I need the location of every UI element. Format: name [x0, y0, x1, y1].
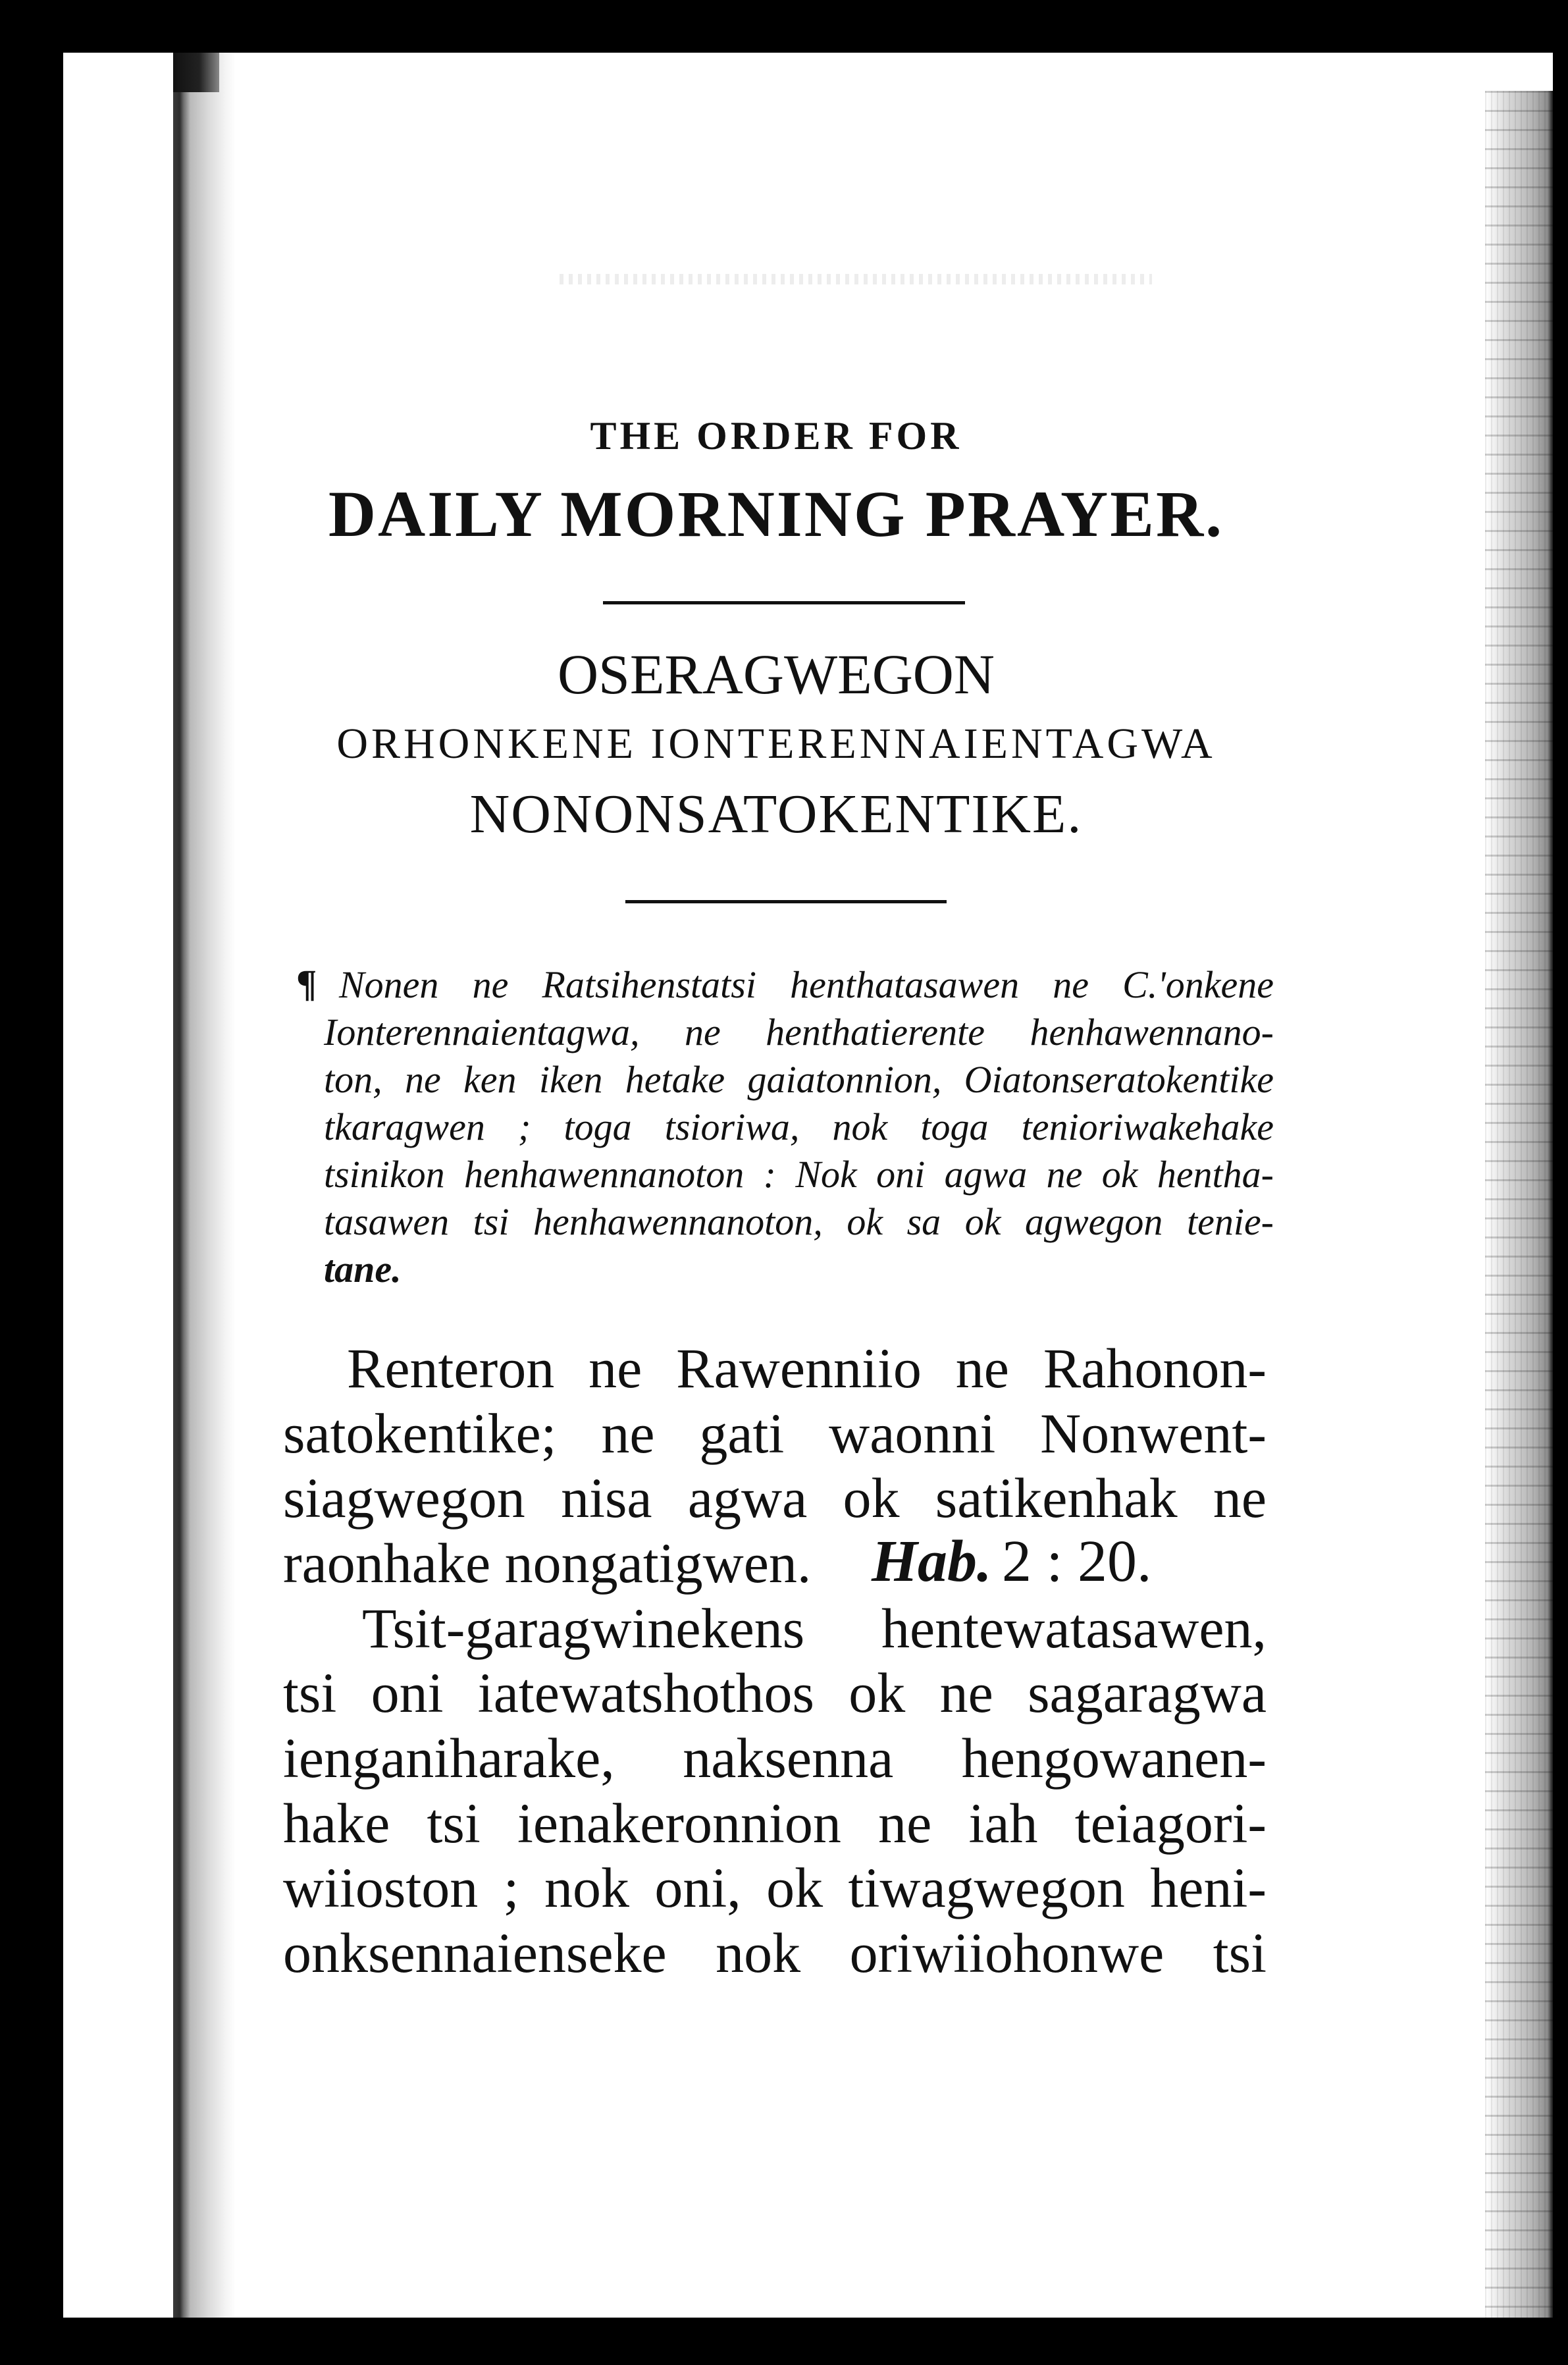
- title-small: THE ORDER FOR: [590, 414, 962, 458]
- scripture-reference-verse: 2 : 20.: [1002, 1529, 1152, 1594]
- rubric-line: ton, ne ken iken hetake gaiatonnion, Oiatonseratokentike: [324, 1058, 1274, 1101]
- body-line: Tsit-garagwinekens hentewatasawen,: [362, 1597, 1267, 1660]
- binding-shadow-top: [173, 53, 219, 92]
- rubric-line: tane.: [324, 1248, 402, 1290]
- body-line-text: raonhake nongatigwen.: [283, 1531, 812, 1595]
- rubric-line: tsinikon henhawennanoton : Nok oni agwa ne ok hentha-: [324, 1153, 1274, 1196]
- rubric-line: tkaragwen ; toga tsioriwa, nok toga tenioriwakehake: [324, 1105, 1274, 1148]
- body-line: hake tsi ienakeronnion ne iah teiagori-: [283, 1792, 1267, 1855]
- body-line: siagwegon nisa agwa ok satikenhak ne: [283, 1466, 1267, 1529]
- body-line: satokentike; ne gati waonni Nonwent-: [283, 1402, 1267, 1465]
- page-edge-strip: [1485, 91, 1553, 2318]
- body-line-with-reference: [283, 1529, 1267, 1601]
- body-line: onksennaienseke nok oriwiiohonwe tsi: [283, 1921, 1267, 1984]
- rubric-line: Nonen ne Ratsihenstatsi henthatasawen ne C.'onkene: [339, 963, 1274, 1006]
- rubric-line: tasawen tsi henhawennanoton, ok sa ok agwegon tenie-: [324, 1200, 1274, 1243]
- title-large: DAILY MORNING PRAYER.: [328, 477, 1224, 550]
- rubric-line: Ionterennaientagwa, ne henthatierente henhawennano-: [324, 1011, 1274, 1053]
- body-line: ienganiharake, naksenna hengowanen-: [283, 1726, 1267, 1790]
- body-line: Renteron ne Rawenniio ne Rahonon-: [347, 1337, 1267, 1400]
- scripture-reference-book: Hab.: [872, 1529, 992, 1594]
- binding-shadow: [173, 53, 236, 2318]
- body-line: wiioston ; nok oni, ok tiwagwegon heni-: [283, 1856, 1267, 1919]
- translated-title-line: NONONSATOKENTIKE.: [469, 784, 1083, 845]
- horizontal-rule: [603, 601, 965, 604]
- horizontal-rule: [625, 900, 947, 903]
- translated-title-line: OSERAGWEGON: [557, 643, 995, 706]
- pilcrow-icon: ¶: [296, 962, 317, 1005]
- body-line: tsi oni iatewatshothos ok ne sagaragwa: [283, 1661, 1267, 1724]
- bleed-through-mark: [560, 274, 1152, 284]
- translated-title-line: ORHONKENE IONTERENNAIENTAGWA: [336, 720, 1216, 768]
